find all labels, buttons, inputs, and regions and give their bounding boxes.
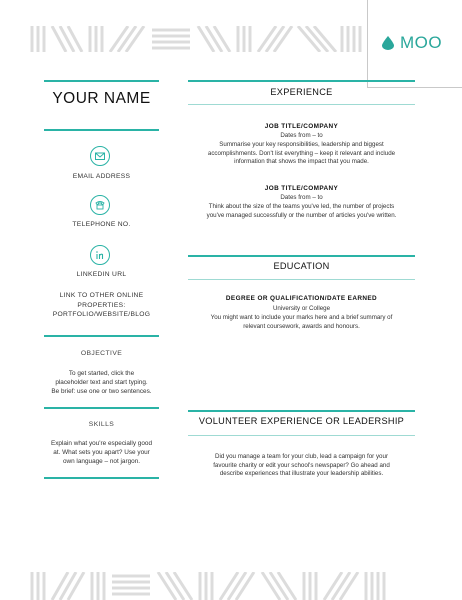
education-heading: EDUCATION xyxy=(273,261,330,271)
job-description-line: Summarise your key responsibilities, leadership and biggest xyxy=(219,141,384,148)
objective-text xyxy=(44,369,159,396)
volunteer-description-line: Did you manage a team for your club, lead a campaign for your xyxy=(215,453,388,460)
experience-heading-rule xyxy=(188,104,415,105)
sidebar-name-rule xyxy=(44,129,159,131)
linkedin-label: LINKEDIN URL xyxy=(76,271,127,278)
online-properties-line: PROPERTIES: xyxy=(77,301,126,309)
education-description-line: relevant coursework, awards and honours. xyxy=(243,322,360,330)
job-description xyxy=(188,141,415,167)
objective-line: Be brief: use one or two sentences. xyxy=(51,388,152,395)
skills-text xyxy=(44,439,159,466)
experience-top-rule xyxy=(188,80,415,82)
online-properties-line: LINK TO OTHER ONLINE xyxy=(59,292,144,299)
job-title: JOB TITLE/COMPANY xyxy=(264,123,339,130)
education-description xyxy=(188,314,415,331)
skills-heading: SKILLS xyxy=(88,421,115,428)
sidebar-objective-rule xyxy=(44,335,159,337)
objective-line: To get started, click the xyxy=(68,370,135,377)
email-icon xyxy=(90,146,110,166)
education-heading-rule xyxy=(188,279,415,280)
online-properties-line: PORTFOLIO/WEBSITE/BLOG xyxy=(52,311,151,318)
online-properties-text xyxy=(44,291,159,320)
volunteer-description-line: favourite charity or edit your school's newspaper? Go ahead and xyxy=(213,461,390,469)
sidebar-bottom-rule xyxy=(44,477,159,479)
job-description xyxy=(188,203,415,220)
objective-line: placeholder text and start typing. xyxy=(55,379,148,386)
job-description-line: accomplishments. Don't list everything – keep it relevant and include xyxy=(207,149,396,157)
education-description-line: You might want to include your marks here and a brief summary of xyxy=(210,314,393,321)
volunteer-description xyxy=(188,453,415,479)
logo-box xyxy=(367,0,462,88)
logo-text: MOO xyxy=(400,33,443,52)
school-name: University or College xyxy=(272,305,331,312)
experience-heading: EXPERIENCE xyxy=(270,87,333,97)
job-dates: Dates from – to xyxy=(280,132,323,139)
volunteer-heading-rule xyxy=(188,435,415,436)
job-description-line: Think about the size of the teams you've led, the number of projects xyxy=(208,203,395,210)
objective-heading: OBJECTIVE xyxy=(80,350,123,357)
degree-title: DEGREE OR QUALIFICATION/DATE EARNED xyxy=(225,295,378,302)
volunteer-top-rule xyxy=(188,410,415,412)
telephone-label: TELEPHONE NO. xyxy=(72,221,131,228)
linkedin-icon xyxy=(90,245,110,265)
volunteer-heading: VOLUNTEER EXPERIENCE OR LEADERSHIP xyxy=(198,416,405,426)
sidebar-top-rule xyxy=(44,80,159,82)
sidebar-skills-rule xyxy=(44,407,159,409)
job-dates: Dates from – to xyxy=(280,194,323,201)
education-top-rule xyxy=(188,255,415,257)
email-label: EMAIL ADDRESS xyxy=(72,173,131,180)
job-description-line: information that shows the impact that you made. xyxy=(234,158,369,166)
name-title: YOUR NAME xyxy=(52,90,151,107)
skills-line: at. What sets you apart? Use your xyxy=(53,449,150,456)
volunteer-description-line: describe experiences that illustrate your leadership abilities. xyxy=(219,470,384,478)
phone-icon xyxy=(90,195,110,215)
job-title: JOB TITLE/COMPANY xyxy=(264,185,339,192)
moo-drop-icon xyxy=(382,36,394,50)
decorative-pattern-bottom xyxy=(30,572,400,600)
skills-line: own language – not jargon. xyxy=(62,458,141,465)
job-description-line: you've managed successfully or the number of articles you've written. xyxy=(206,211,397,219)
skills-line: Explain what you're especially good xyxy=(50,440,153,447)
decorative-pattern-top xyxy=(30,26,370,52)
